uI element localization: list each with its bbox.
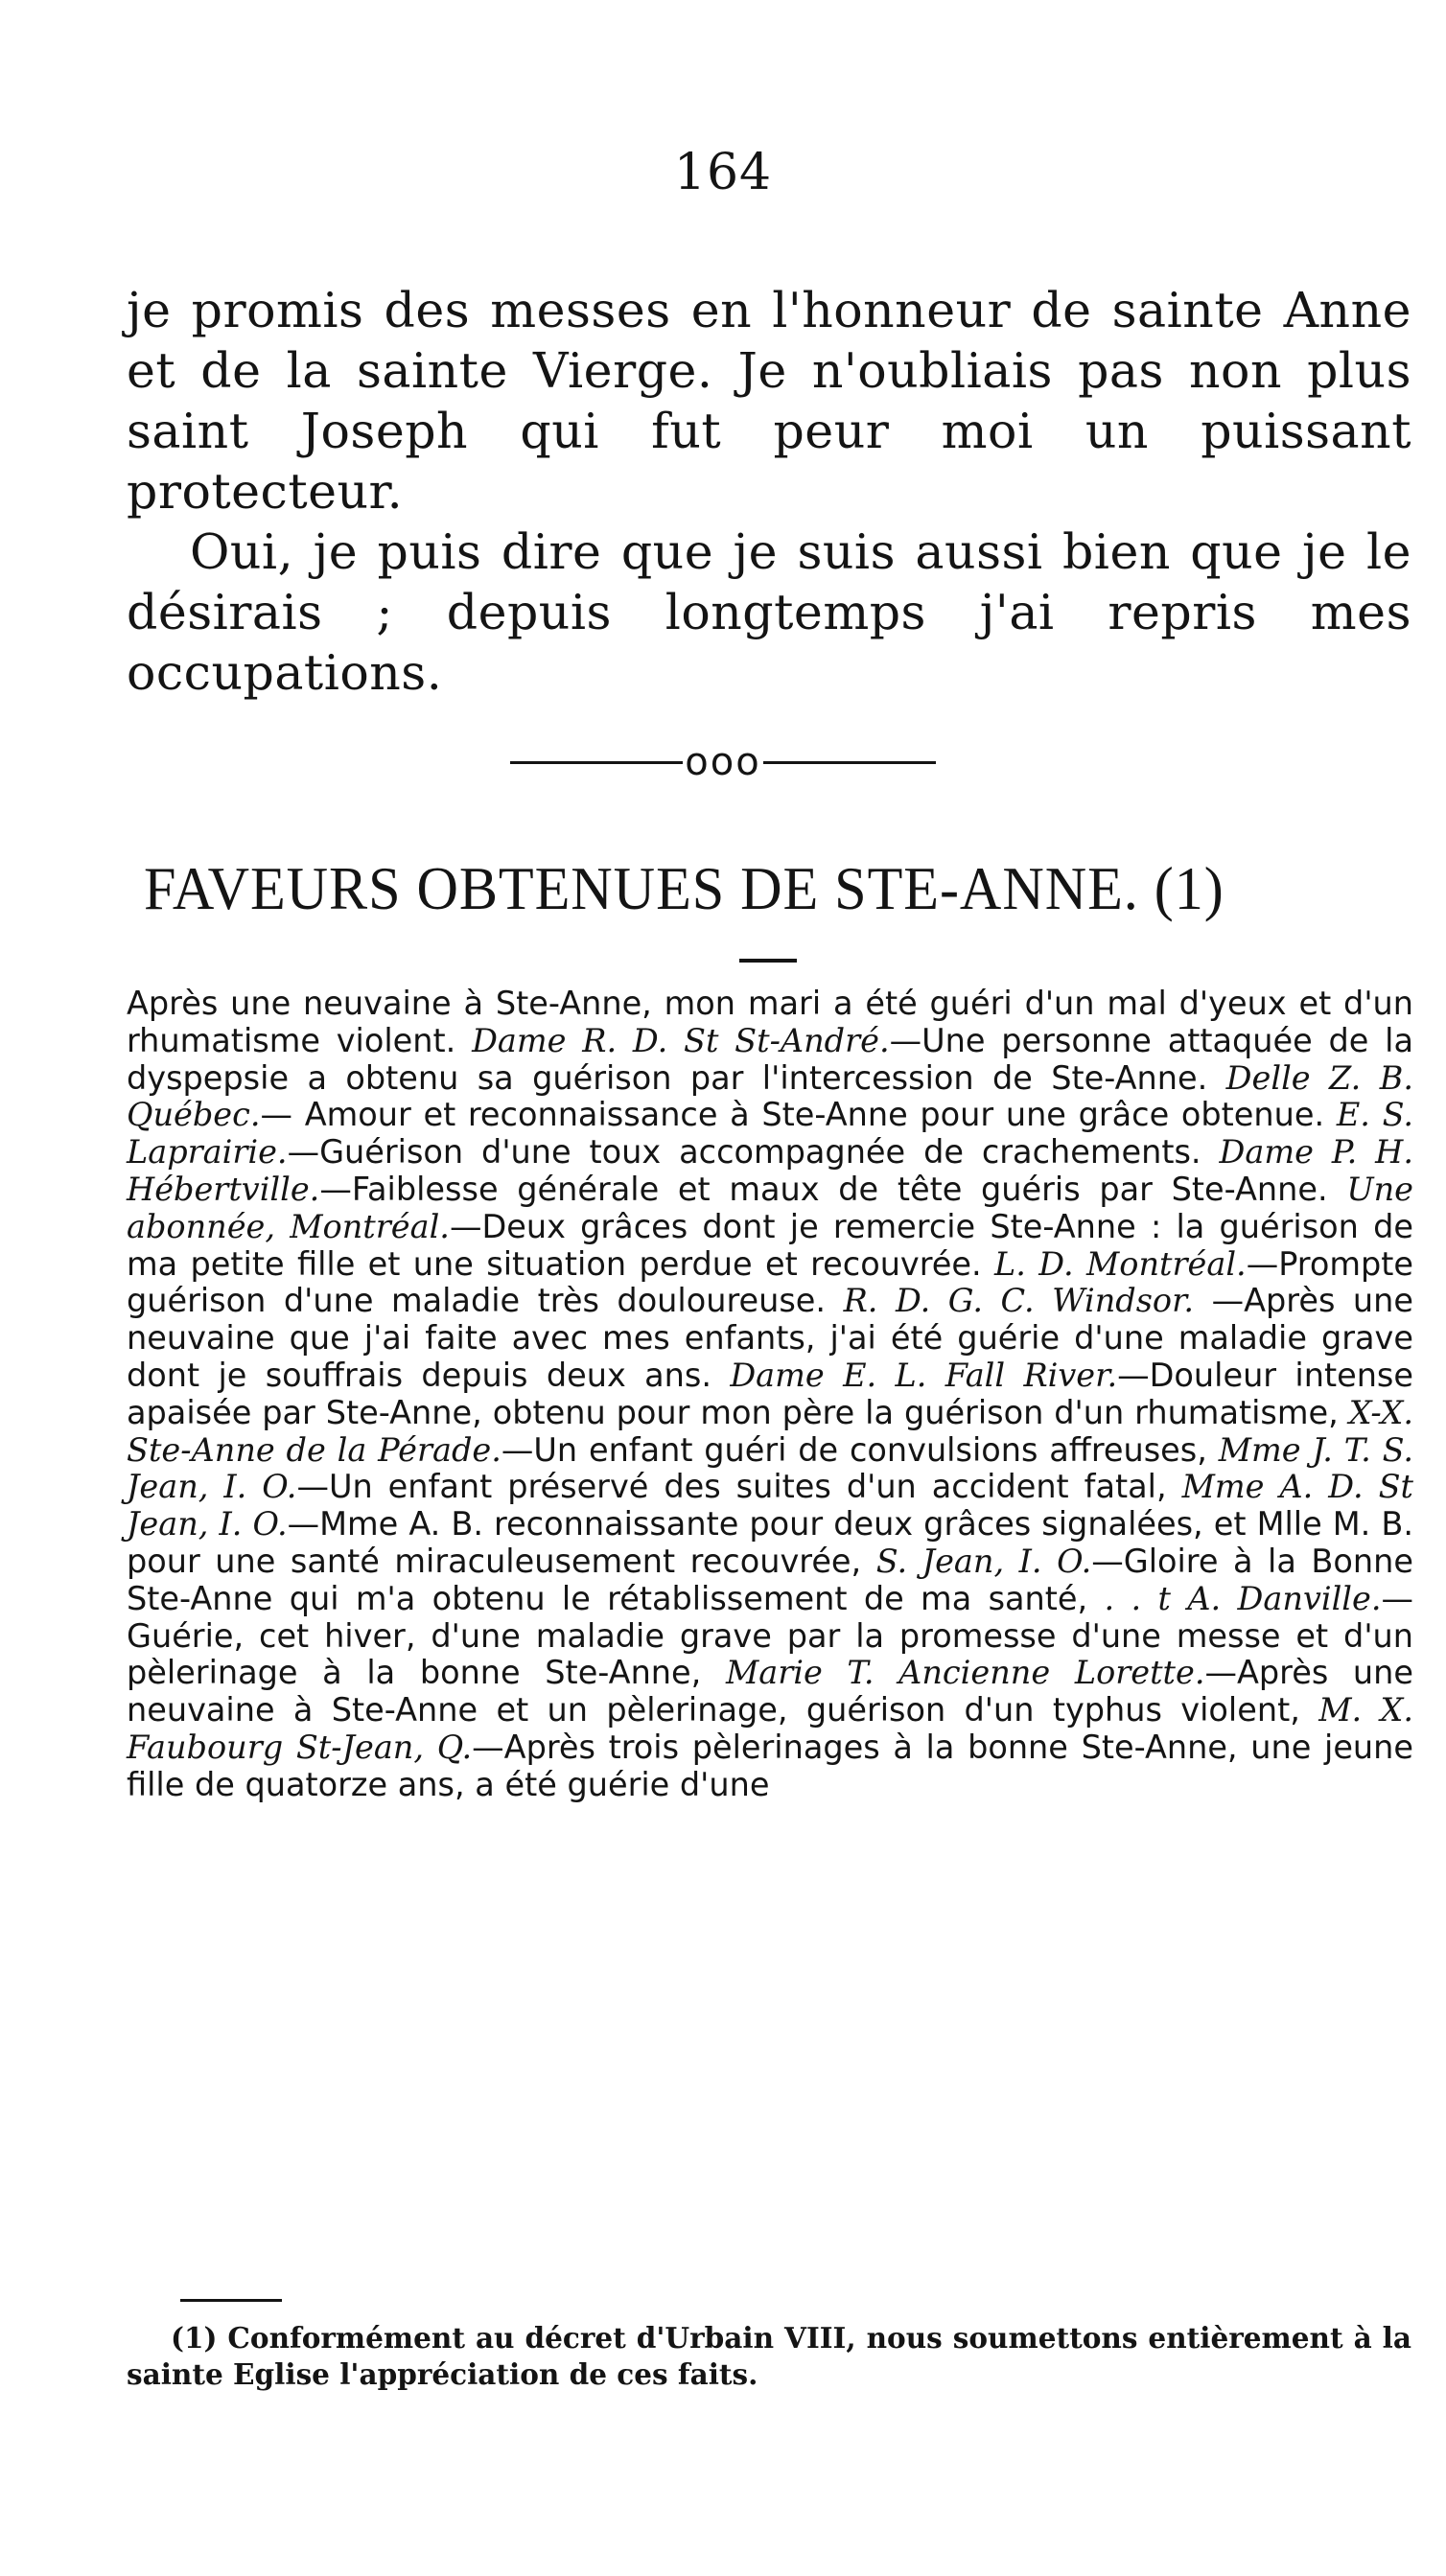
intro-paragraph-1: je promis des messes en l'honneur de sainte Anne et de la sainte Vierge. Je n'oubliais pas non plus saint Joseph qui fut peur moi un puissant protecteur. <box>127 282 1411 520</box>
favour-signature: X-X. Ste-Anne de la Pérade. <box>127 1393 1413 1469</box>
favour-signature: Dame P. H. Hébertville. <box>127 1133 1414 1208</box>
favour-text: —Mme A. B. reconnaissante pour deux grâces signalées, et Mlle M. B. pour une santé miraculeusement recouvrée, <box>127 1505 1414 1580</box>
favour-text: Après une neuvaine à Ste-Anne, mon mari a été guéri d'un mal d'yeux et d'un rhumatisme violent. <box>127 985 1413 1059</box>
favour-signature: R. D. G. C. Windsor. <box>843 1282 1195 1320</box>
favour-text: —Deux grâces dont je remercie Ste-Anne : la guérison de ma petite fille et une situation perdue et recouvrée. <box>127 1207 1413 1283</box>
intro-paragraph-2: Oui, je puis dire que je suis aussi bien que je le désirais ; depuis longtemps j'ai repris mes occupations. <box>127 523 1411 701</box>
favour-text: —Guérie, cet hiver, d'une maladie grave par la promesse d'une messe et d'un pèlerinage à la bonne Ste-Anne, <box>127 1579 1413 1692</box>
favour-signature: M. X. Faubourg St-Jean, Q. <box>127 1691 1413 1766</box>
favour-signature: S. Jean, I. O. <box>875 1542 1092 1580</box>
favour-text: —Un enfant préservé des suites d'un accident fatal, <box>296 1468 1182 1506</box>
favour-text: —Une personne attaquée de la dyspepsie a obtenu sa guérison par l'intercession de Ste-Anne. <box>127 1021 1413 1097</box>
section-divider <box>0 740 1446 784</box>
favour-text: —Prompte guérison d'une maladie très douloureuse. <box>127 1244 1413 1320</box>
divider-mark: ooo <box>685 740 761 784</box>
favour-signature: Delle Z. B. Québec. <box>127 1058 1413 1134</box>
favour-text: — Amour et reconnaissance à Ste-Anne pour une grâce obtenue. <box>260 1096 1337 1134</box>
favour-text: —Après une neuvaine à Ste-Anne et un pèlerinage, guérison d'un typhus violent, <box>127 1654 1414 1729</box>
favour-signature: Une abonnée, Montréal. <box>127 1170 1413 1245</box>
footnote <box>127 2320 1411 2393</box>
page-number: 164 <box>673 144 773 201</box>
divider-rule-left <box>510 761 683 764</box>
favour-signature: Marie T. Ancienne Lorette. <box>725 1654 1205 1692</box>
favour-signature: Dame R. D. St St-André. <box>472 1021 890 1059</box>
divider-rule-right <box>763 761 936 764</box>
favours-list <box>127 986 1413 1804</box>
favour-signature: Mme J. T. S. Jean, I. O. <box>127 1430 1413 1506</box>
favour-signature: Mme A. D. St Jean, I. O. <box>127 1468 1413 1543</box>
favours-paragraph <box>127 986 1413 1804</box>
intro-text <box>127 280 1411 703</box>
favour-text: —Faiblesse générale et maux de tête guéris par Ste-Anne. <box>319 1170 1347 1208</box>
favour-text: —Gloire à la Bonne Ste-Anne qui m'a obtenu le rétablissement de ma santé, <box>127 1542 1413 1617</box>
footnote-rule <box>180 2299 282 2302</box>
favour-text: —Après trois pèlerinages à la bonne Ste-Anne, une jeune fille de quatorze ans, a été guérie d'une <box>127 1728 1413 1803</box>
favour-signature: Dame E. L. Fall River. <box>730 1356 1118 1394</box>
favour-text: —Guérison d'une toux accompagnée de crachements. <box>287 1133 1220 1172</box>
favour-text: —Un enfant guéri de convulsions affreuses, <box>501 1430 1219 1469</box>
title-underline <box>739 959 797 963</box>
favour-text: —Après une neuvaine que j'ai faite avec mes enfants, j'ai été guérie d'une maladie grave dont je souffrais depuis deux ans. <box>127 1282 1413 1394</box>
favour-signature: E. S. Laprairie. <box>127 1096 1414 1172</box>
footnote-text: (1) Conformément au décret d'Urbain VIII, nous soumettons entièrement à la sainte Eglise l'appréciation de ces faits. <box>127 2321 1411 2391</box>
favour-signature: L. D. Montréal. <box>994 1244 1247 1283</box>
favour-text: —Douleur intense apaisée par Ste-Anne, obtenu pour mon père la guérison d'un rhumatisme, <box>127 1356 1413 1431</box>
favour-signature: . . t A. Danville. <box>1104 1579 1382 1617</box>
section-title: FAVEURS OBTENUES DE STE-ANNE. (1) <box>144 854 1224 922</box>
